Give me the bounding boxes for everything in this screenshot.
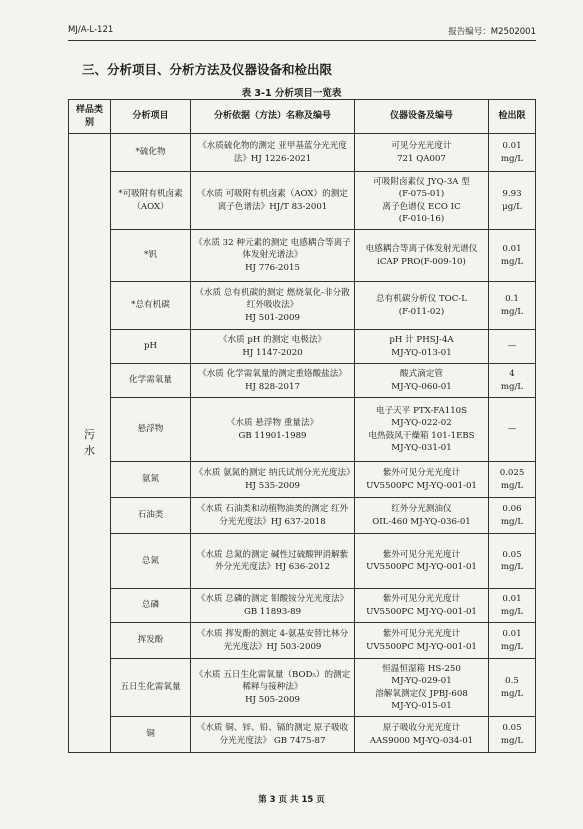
instrument-cell: 可见分光光度计 721 QA007 [355, 134, 489, 172]
instrument-cell: 电感耦合等离子体发射光谱仪 iCAP PRO(F-009-10) [355, 230, 489, 282]
detection-limit-cell: 0.06 mg/L [489, 498, 536, 534]
table-row [69, 364, 536, 398]
analysis-item-cell: 悬浮物 [111, 398, 191, 462]
page-header [68, 25, 536, 41]
detection-limit-cell: 4 mg/L [489, 364, 536, 398]
table-row [69, 330, 536, 364]
detection-limit-cell: 0.05 mg/L [489, 717, 536, 753]
detection-limit-cell: — [489, 398, 536, 462]
method-cell: 《水质 铜、锌、铅、镉的测定 原子吸收分光光度法》 GB 7475-87 [191, 717, 355, 753]
method-cell: 《水质 总磷的测定 钼酸铵分光光度法》GB 11893-89 [191, 589, 355, 623]
analysis-item-cell: *钒 [111, 230, 191, 282]
analysis-item-cell: 总氮 [111, 534, 191, 589]
detection-limit-cell: 0.5 mg/L [489, 659, 536, 717]
document-code: MJ/A-L-121 [68, 25, 114, 35]
method-cell: 《水质硫化物的测定 亚甲基蓝分光光度法》HJ 1226-2021 [191, 134, 355, 172]
instrument-cell: 总有机碳分析仪 TOC-L (F-011-02) [355, 282, 489, 330]
column-header-item: 分析项目 [111, 100, 191, 134]
detection-limit-cell: 0.025 mg/L [489, 462, 536, 498]
analysis-item-cell: 铜 [111, 717, 191, 753]
method-cell: 《水质 化学需氧量的测定重铬酸盐法》HJ 828-2017 [191, 364, 355, 398]
instrument-cell: pH 计 PHSJ-4A MJ-YQ-013-01 [355, 330, 489, 364]
analysis-item-cell: 挥发酚 [111, 623, 191, 659]
table-row [69, 498, 536, 534]
analysis-item-cell: pH [111, 330, 191, 364]
detection-limit-cell: — [489, 330, 536, 364]
instrument-cell: 紫外可见分光光度计 UV5500PC MJ-YQ-001-01 [355, 589, 489, 623]
instrument-cell: 红外分光测油仪 OIL-460 MJ-YQ-036-01 [355, 498, 489, 534]
analysis-item-cell: *总有机碳 [111, 282, 191, 330]
sample-category-cell: 污 水 [69, 134, 111, 753]
detection-limit-cell: 9.93 μg/L [489, 172, 536, 230]
instrument-cell: 电子天平 PTX-FA110S MJ-YQ-022-02 电热鼓风干燥箱 101-1EBS MJ-YQ-031-01 [355, 398, 489, 462]
method-cell: 《水质 氨氮的测定 纳氏试剂分光光度法》HJ 535-2009 [191, 462, 355, 498]
table-row [69, 134, 536, 172]
method-cell: 《水质 pH 的测定 电极法》 HJ 1147-2020 [191, 330, 355, 364]
table-row [69, 172, 536, 230]
analysis-item-cell: *硫化物 [111, 134, 191, 172]
instrument-cell: 可吸附卤素仪 JYQ-3A 型 (F-075-01) 离子色谱仪 ECO IC (F-010-16) [355, 172, 489, 230]
table-row [69, 589, 536, 623]
instrument-cell: 紫外可见分光光度计 UV5500PC MJ-YQ-001-01 [355, 623, 489, 659]
table-row [69, 717, 536, 753]
method-cell: 《水质 五日生化需氧量（BOD₅）的测定 稀释与接种法》 HJ 505-2009 [191, 659, 355, 717]
table-row [69, 398, 536, 462]
report-number: 报告编号：M2502001 [448, 27, 536, 37]
analysis-item-cell: 五日生化需氧量 [111, 659, 191, 717]
table-row [69, 462, 536, 498]
table-caption: 表 3-1 分析项目一览表 [241, 88, 342, 99]
section-title: 三、分析项目、分析方法及仪器设备和检出限 [82, 62, 333, 77]
detection-limit-cell: 0.01 mg/L [489, 589, 536, 623]
table-body [69, 134, 536, 753]
analysis-table [68, 99, 536, 753]
table-row [69, 534, 536, 589]
column-header-method: 分析依据（方法）名称及编号 [191, 100, 355, 134]
detection-limit-cell: 0.01 mg/L [489, 623, 536, 659]
table-header-row [69, 100, 536, 134]
analysis-item-cell: 总磷 [111, 589, 191, 623]
analysis-item-cell: *可吸附有机卤素（AOX） [111, 172, 191, 230]
instrument-cell: 紫外可见分光光度计 UV5500PC MJ-YQ-001-01 [355, 462, 489, 498]
detection-limit-cell: 0.1 mg/L [489, 282, 536, 330]
table-row [69, 659, 536, 717]
instrument-cell: 原子吸收分光光度计 AAS9000 MJ-YQ-034-01 [355, 717, 489, 753]
analysis-item-cell: 氨氮 [111, 462, 191, 498]
page-footer: 第 3 页 共 15 页 [258, 795, 325, 805]
table-row [69, 230, 536, 282]
method-cell: 《水质 石油类和动植物油类的测定 红外分光光度法》HJ 637-2018 [191, 498, 355, 534]
method-cell: 《水质 总氮的测定 碱性过硫酸钾消解紫外分光光度法》HJ 636-2012 [191, 534, 355, 589]
detection-limit-cell: 0.01 mg/L [489, 230, 536, 282]
analysis-item-cell: 石油类 [111, 498, 191, 534]
instrument-cell: 紫外可见分光光度计 UV5500PC MJ-YQ-001-01 [355, 534, 489, 589]
column-header-limit: 检出限 [489, 100, 536, 134]
detection-limit-cell: 0.05 mg/L [489, 534, 536, 589]
table-row [69, 282, 536, 330]
method-cell: 《水质 32 种元素的测定 电感耦合等离子体发射光谱法》 HJ 776-2015 [191, 230, 355, 282]
method-cell: 《水质 挥发酚的测定 4-氨基安替比林分光光度法》HJ 503-2009 [191, 623, 355, 659]
instrument-cell: 恒温恒湿箱 HS-250 MJ-YQ-029-01 溶解氧测定仪 JPBJ-608 MJ-YQ-015-01 [355, 659, 489, 717]
method-cell: 《水质 可吸附有机卤素（AOX）的测定 离子色谱法》HJ/T 83-2001 [191, 172, 355, 230]
instrument-cell: 酸式滴定管 MJ-YQ-060-01 [355, 364, 489, 398]
method-cell: 《水质 总有机碳的测定 燃烧氧化-非分散红外吸收法》 HJ 501-2009 [191, 282, 355, 330]
method-cell: 《水质 悬浮物 重量法》 GB 11901-1989 [191, 398, 355, 462]
table-row [69, 623, 536, 659]
column-header-category: 样品类别 [69, 100, 111, 134]
column-header-instrument: 仪器设备及编号 [355, 100, 489, 134]
analysis-item-cell: 化学需氧量 [111, 364, 191, 398]
detection-limit-cell: 0.01 mg/L [489, 134, 536, 172]
